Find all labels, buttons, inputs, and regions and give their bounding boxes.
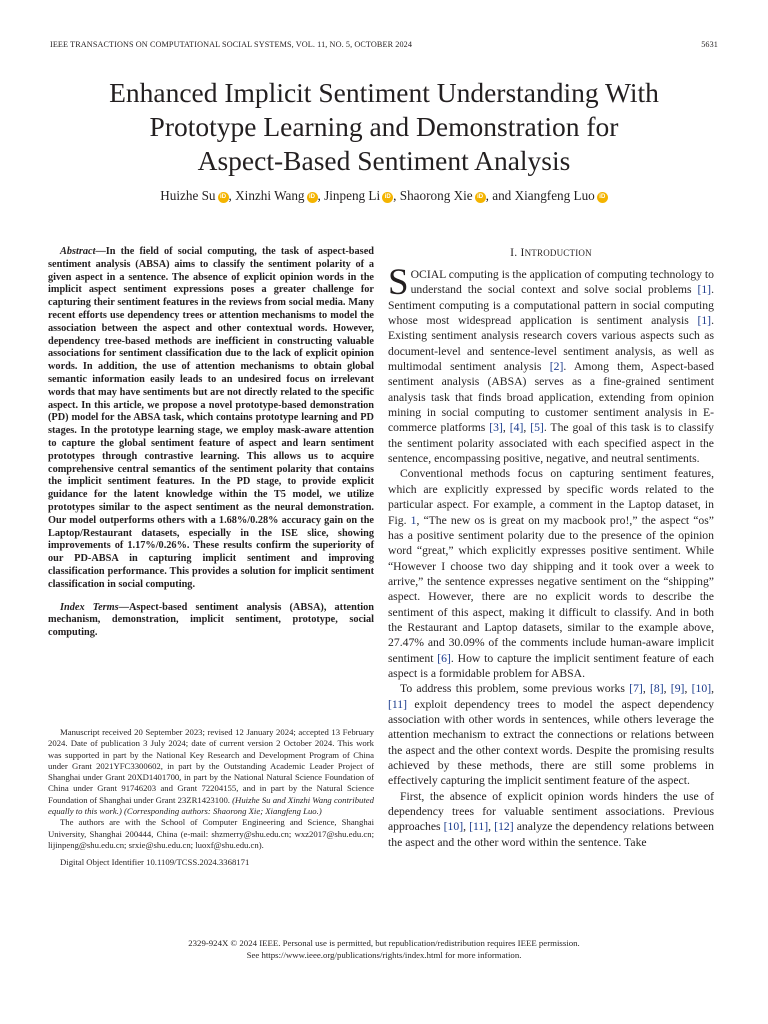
- copyright-notice: [40, 938, 728, 961]
- body-text-segment: ,: [684, 682, 692, 696]
- citation-link[interactable]: [3]: [489, 421, 503, 435]
- author-separator: ,: [317, 188, 325, 203]
- copyright-line: 2329-924X © 2024 IEEE. Personal use is permitted, but republication/redistribution requires IEEE permission.: [188, 938, 580, 948]
- affiliation-note: The authors are with the School of Computer Engineering and Science, Shanghai University, Shanghai 200444, China (e-mail: shzmerry@shu.edu.cn; wxz2017@shu.edu.cn; lijinpeng@shu.edu.cn; srxie@shu.edu.cn; luoxf@shu.edu.cn).: [48, 817, 374, 850]
- body-text-segment: analyze the dependency relations between the aspect and the other word within the sentence. Take: [388, 820, 714, 849]
- index-terms-label: Index Terms: [60, 601, 119, 613]
- orcid-icon[interactable]: iD: [597, 192, 608, 203]
- body-text-segment: To address this problem, some previous works: [400, 682, 630, 696]
- citation-link[interactable]: [10]: [691, 682, 712, 696]
- section-number: I.: [510, 246, 521, 259]
- author-name: Xiangfeng Luo: [514, 188, 595, 203]
- citation-link[interactable]: [10]: [443, 820, 464, 834]
- body-text-segment: First, the absence of explicit opinion words hinders the use of dependency trees for valuable sentiment associations. Previous approaches: [388, 789, 714, 834]
- citation-link[interactable]: [5]: [530, 421, 544, 435]
- citation-link[interactable]: [11]: [388, 697, 408, 711]
- body-text-segment: . How to capture the implicit sentiment feature of each aspect is a formidable problem for ABSA.: [388, 651, 714, 680]
- author-name: Jinpeng Li: [324, 188, 381, 203]
- footnote: [48, 727, 374, 869]
- body-text-segment: exploit dependency trees to model the aspect dependency association with other words in sentences, while others leverage the attention mechanism to extract the connections or relations between the aspect and the other context words. Despite the promising results achieved by these methods, there are still some problems in effectively capturing the implicit sentiment feature of the aspect.: [388, 697, 714, 788]
- index-terms-text: —Aspect-based sentiment analysis (ABSA), attention mechanism, demonstration, implicit sentiment, prototype, social computing.: [48, 601, 374, 639]
- section-title-rest: NTRODUCTION: [524, 248, 592, 258]
- body-text-segment: ,: [502, 421, 510, 435]
- running-header: [50, 40, 718, 52]
- title-line: Enhanced Implicit Sentiment Understanding With: [109, 77, 659, 108]
- author-separator: ,: [228, 188, 236, 203]
- author-name: Xinzhi Wang: [235, 188, 305, 203]
- citation-link[interactable]: [6]: [437, 651, 451, 665]
- rights-url-line[interactable]: See https://www.ieee.org/publications/rights/index.html for more information.: [246, 949, 522, 960]
- manuscript-note: [48, 727, 374, 817]
- intro-paragraph-4: [388, 789, 714, 850]
- body-text-segment: ,: [523, 421, 531, 435]
- orcid-icon[interactable]: iD: [382, 192, 393, 203]
- corresponding-authors: (Huizhe Su and Xinzhi Wang contributed equally to this work.) (Corresponding authors: Shaorong Xie; Xiangfeng Luo.): [48, 794, 374, 817]
- author-separator: ,: [393, 188, 400, 203]
- manuscript-dates-funding: Manuscript received 20 September 2023; revised 12 January 2024; accepted 13 February 2024. Date of publication 3 July 2024; date of current version 2 October 2024. This work was supported in part by the National Key Research and Development Program of China under Grant 2021YFC3300602, in part by the Outstanding Academic Leader Project of Shanghai under Grant 20XD1401700, in part by the National Natural Science Foundation of China under Grant 91746203 and Grant 72204155, and in part by the Natural Science Foundation of Shanghai under Grant 23ZR1423100.: [48, 727, 374, 805]
- citation-link[interactable]: [11]: [469, 820, 489, 834]
- citation-link[interactable]: 1: [410, 513, 417, 527]
- section-heading-introduction: [388, 246, 714, 259]
- orcid-icon[interactable]: iD: [307, 192, 318, 203]
- intro-paragraph-2: [388, 466, 714, 681]
- orcid-icon[interactable]: iD: [475, 192, 486, 203]
- citation-link[interactable]: [9]: [670, 682, 685, 696]
- author-separator: , and: [485, 188, 515, 203]
- body-text-segment: . Among them, Aspect-based sentiment analysis (ABSA) serves as a fine-grained sentiment analysis task that finds broad application, extending from opinion mining in social computing to customer sentiment analysis in E-commerce platforms: [388, 360, 714, 435]
- body-text-segment: ,: [463, 820, 470, 834]
- title-line: Prototype Learning and Demonstration for: [149, 111, 619, 142]
- intro-paragraph-1: [388, 262, 715, 466]
- body-text-segment: . Sentiment computing is a computational pattern in social computing whose most widespread application is sentiment analysis: [388, 283, 714, 328]
- body-text-segment: , “The new os is great on my macbook pro!,” the aspect “os” has a positive sentiment polarity due to the presence of the opinion word “great,” which explicitly expresses positive sentiment. While “However I choose two day shipping and it took over a week to arrive,” the sentence expresses negative sentiment on the “shipping” aspect. However, there are no explicit words to describe the sentiment of this aspect, making it difficult to classify. And in both the Restaurant and Laptop datasets, similar to the example above, 27.47% and 30.09% of the comments include human-aware implicit sentiment: [388, 513, 714, 665]
- left-column: [48, 246, 374, 640]
- author-name: Shaorong Xie: [399, 188, 473, 203]
- body-text-segment: ,: [642, 682, 650, 696]
- body-text-segment: ,: [663, 682, 671, 696]
- journal-header: IEEE TRANSACTIONS ON COMPUTATIONAL SOCIAL SYSTEMS, VOL. 11, NO. 5, OCTOBER 2024: [50, 40, 413, 49]
- abstract: [48, 246, 374, 592]
- right-column: [388, 246, 714, 850]
- drop-cap: S: [388, 262, 409, 303]
- author-list: [40, 188, 728, 204]
- intro-paragraph-3: [388, 681, 714, 788]
- citation-link[interactable]: [7]: [629, 682, 643, 696]
- abstract-label: Abstract: [60, 246, 96, 257]
- citation-link[interactable]: [12]: [494, 820, 514, 834]
- body-text-segment: . The goal of this task is to classify the sentiment polarity associated with each specified aspect in the sentence, encompassing positive, negative, and neutral sentiments.: [388, 421, 715, 466]
- page-number: 5631: [701, 40, 718, 49]
- body-text-segment: ,: [488, 820, 495, 834]
- section-title-initial: I: [520, 246, 525, 259]
- body-text-segment: ,: [711, 682, 715, 696]
- body-text-segment: OCIAL computing is the application of computing technology to understand the social context and solve social problems: [410, 268, 714, 297]
- doi[interactable]: Digital Object Identifier 10.1109/TCSS.2024.3368171: [60, 857, 250, 868]
- title-line: Aspect-Based Sentiment Analysis: [197, 145, 571, 176]
- orcid-icon[interactable]: iD: [218, 192, 229, 203]
- author-name: Huizhe Su: [160, 188, 216, 203]
- citation-link[interactable]: [4]: [509, 421, 524, 435]
- index-terms: [48, 602, 374, 640]
- paper-title: [40, 76, 728, 178]
- body-text-segment: . Existing sentiment analysis research covers various aspects such as document-level and sentence-level sentiment analysis, as well as multimodal sentiment analysis: [388, 314, 714, 374]
- citation-link[interactable]: [1]: [697, 283, 712, 297]
- citation-link[interactable]: [8]: [649, 682, 664, 696]
- abstract-text: —In the field of social computing, the task of aspect-based sentiment analysis (ABSA) aims to classify the sentiment polarity of a given aspect in a sentence. The absence of explicit opinion words in the implicit aspect sentiment expressions poses a greater challenge for capturing their sentiment features in the reviews from social media. Many recent efforts use dependency trees or attention mechanisms to model the association between the aspect and other contextual words. However, dependency tree-based methods are inefficient in constructing valuable associations for sentiment classification due to the lack of explicit opinion words. In addition, the use of attention mechanisms to obtain global semantic information easily leads to an undesired focus on irrelevant words that may have sentiments but are not directly related to the specific aspect. In this article, we propose a novel prototype-based demonstration (PD) model for the ABSA task, which contains prototype learning and PD stages. In the prototype learning stage, we employ mask-aware attention to capture the global sentiment feature of aspect and learn sentiment prototypes through contrastive learning. This allows us to acquire comprehensive central semantics of the sentiment polarity that contains the implicit sentiment features. In the PD stage, to provide explicit guidance for the latent knowledge within the T5 model, we utilize prototypes similar to the aspect sentiment as the neural demonstration. Our model outperforms others with a 1.68%/0.28% accuracy gain on the Laptop/Restaurant datasets, especially in the ISE slice, showing improvements of 1.17%/0.26%. These results confirm the superiority of our PD-ABSA in capturing implicit sentiment and improving classification performance. This provides a solution for implicit sentiment classification in social computing.: [48, 246, 374, 590]
- citation-link[interactable]: [2]: [549, 360, 564, 374]
- citation-link[interactable]: [1]: [697, 314, 712, 328]
- body-text-segment: Conventional methods focus on capturing sentiment features, which are explicitly expressed by specific words related to the particular aspect. For example, a comment in the Laptop dataset, in Fig.: [388, 467, 714, 527]
